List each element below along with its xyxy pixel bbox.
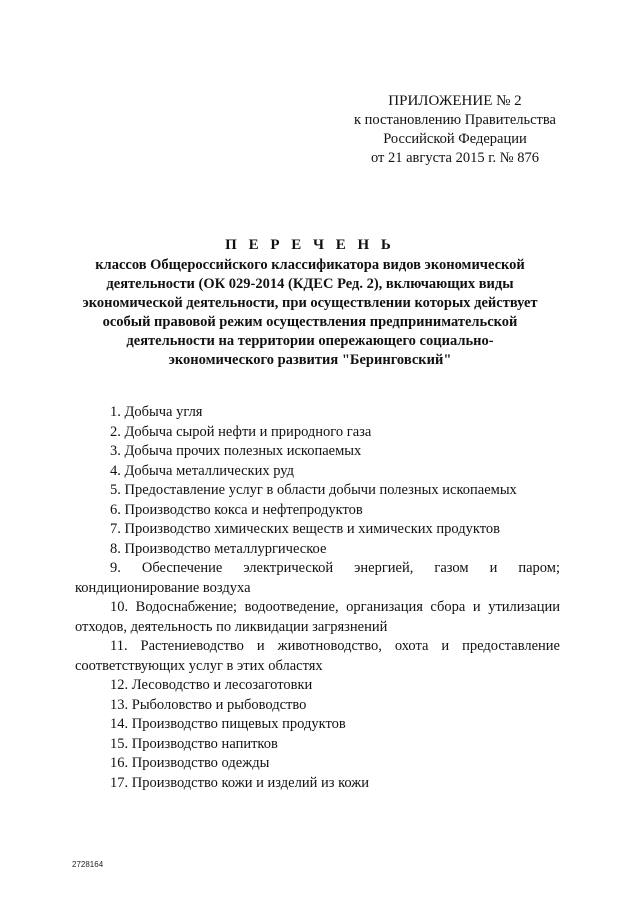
list-item xyxy=(75,754,560,774)
list-item xyxy=(75,423,560,443)
list-item xyxy=(75,540,560,560)
list-item xyxy=(75,442,560,462)
list-item-text: 16. Производство одежды xyxy=(110,755,270,771)
list-item xyxy=(75,774,560,794)
subtitle-line: деятельности (ОК 029-2014 (КДЕС Ред. 2), включающих виды xyxy=(106,276,514,292)
subtitle-line: особый правовой режим осуществления предпринимательской xyxy=(102,314,518,330)
appendix-line-2: Российской Федерации xyxy=(383,131,527,147)
list-item xyxy=(75,676,560,696)
list-item-text: 9. Обеспечение электрической энергией, газом и паром; xyxy=(110,560,560,576)
appendix-line-1: к постановлению Правительства xyxy=(354,112,556,128)
list-item-text: 13. Рыболовство и рыбоводство xyxy=(110,696,307,713)
appendix-block xyxy=(330,92,580,168)
list-item-text: 6. Производство кокса и нефтепродуктов xyxy=(110,501,363,518)
activity-list xyxy=(75,403,560,793)
list-item xyxy=(75,501,560,521)
list-item-continuation: кондиционирование воздуха xyxy=(75,579,251,596)
list-item-text: 3. Добыча прочих полезных ископаемых xyxy=(110,443,362,459)
list-item-text: 12. Лесоводство и лесозаготовки xyxy=(110,677,313,693)
list-item xyxy=(75,520,560,540)
list-item-continuation: соответствующих услуг в этих областях xyxy=(75,657,323,674)
list-item xyxy=(75,637,560,676)
list-item-text: 8. Производство металлургическое xyxy=(110,540,327,557)
appendix-line-3: от 21 августа 2015 г. № 876 xyxy=(370,150,540,166)
list-item-text: 10. Водоснабжение; водоотведение, организация сбора и утилизации xyxy=(110,599,560,615)
list-item xyxy=(75,715,560,735)
subtitle-line: классов Общероссийского классификатора видов экономической xyxy=(95,257,525,273)
document-code: 2728164 xyxy=(72,860,104,869)
list-item-text: 1. Добыча угля xyxy=(110,404,203,420)
list-item-text: 11. Растениеводство и животноводство, охота и предоставление xyxy=(110,638,560,654)
document-title: П Е Р Е Ч Е Н Ь xyxy=(225,237,395,253)
list-item-text: 7. Производство химических веществ и химических продуктов xyxy=(110,521,500,537)
list-item xyxy=(75,735,560,755)
list-item xyxy=(75,462,560,482)
document-heading xyxy=(70,236,550,370)
list-item-text: 5. Предоставление услуг в области добычи полезных ископаемых xyxy=(110,482,517,498)
list-item-text: 17. Производство кожи и изделий из кожи xyxy=(110,774,370,791)
list-item-text: 4. Добыча металлических руд xyxy=(110,462,295,479)
list-item-continuation: отходов, деятельность по ликвидации загрязнений xyxy=(75,618,388,635)
list-item xyxy=(75,598,560,637)
list-item-text: 14. Производство пищевых продуктов xyxy=(110,716,346,732)
list-item xyxy=(75,481,560,501)
subtitle-line: экономического развития "Беринговский" xyxy=(168,352,452,368)
list-item xyxy=(75,403,560,423)
list-item-text: 2. Добыча сырой нефти и природного газа xyxy=(110,423,372,440)
appendix-title: ПРИЛОЖЕНИЕ № 2 xyxy=(388,93,522,109)
list-item-text: 15. Производство напитков xyxy=(110,735,278,752)
subtitle-line: экономической деятельности, при осуществлении которых действует xyxy=(82,295,538,311)
subtitle-line: деятельности на территории опережающего социально- xyxy=(126,333,494,349)
list-item xyxy=(75,696,560,716)
list-item xyxy=(75,559,560,598)
